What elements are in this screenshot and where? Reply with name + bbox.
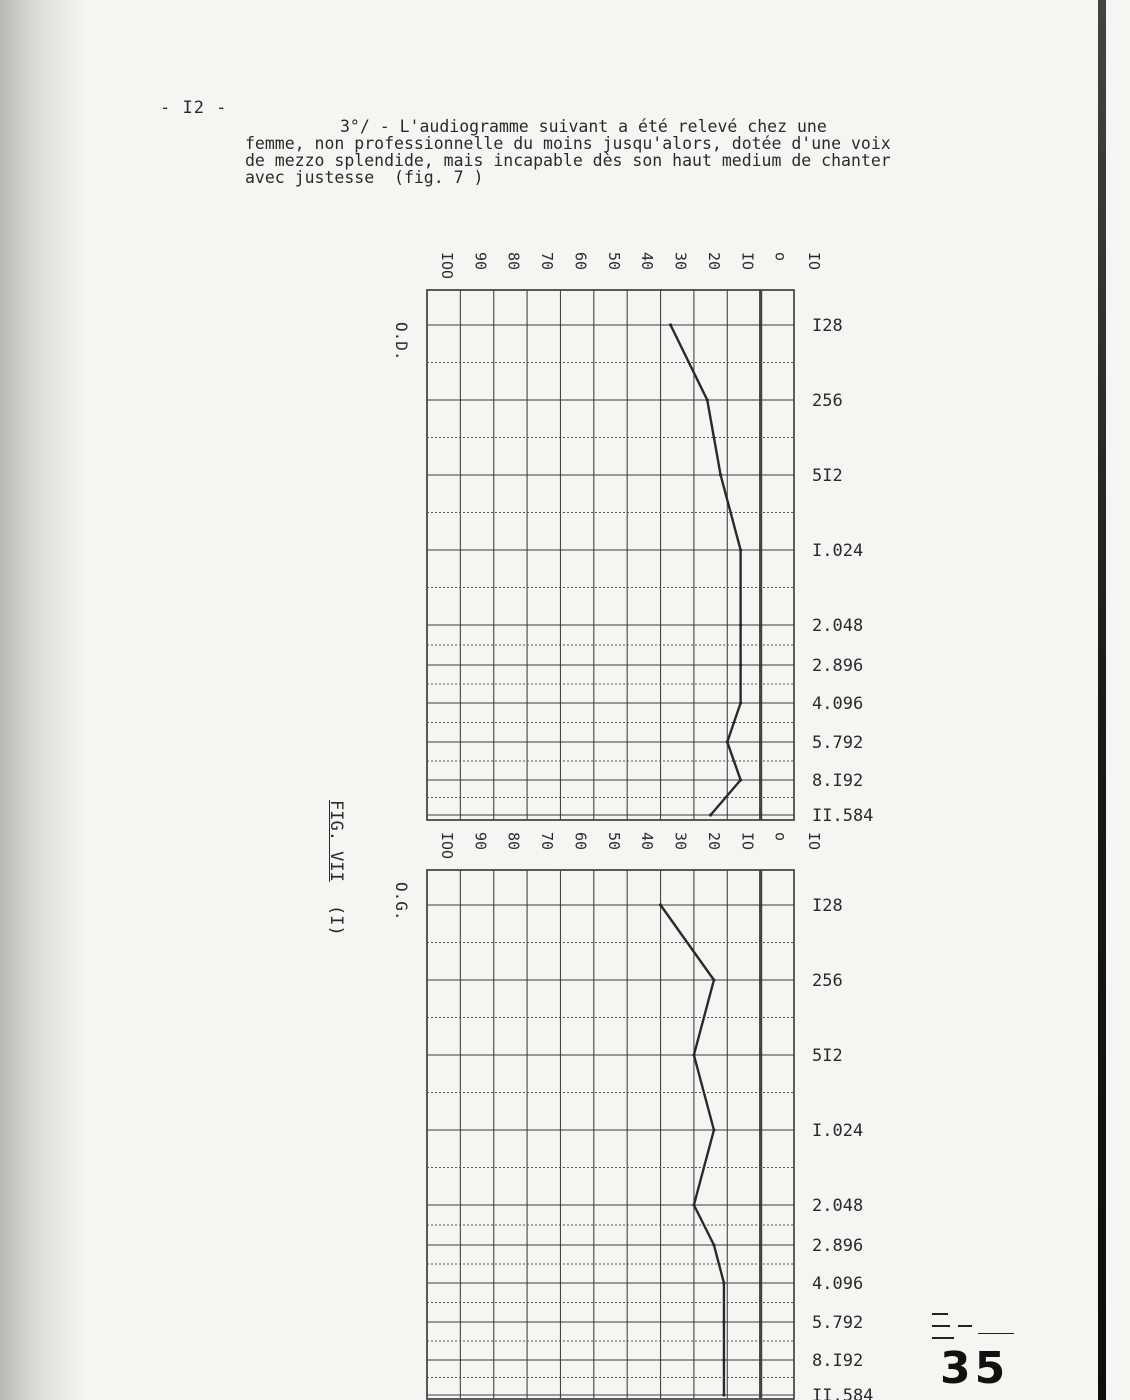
frequency-tick-label: 8.I92 (812, 1351, 864, 1371)
value-tick-label: IO (738, 832, 757, 851)
value-tick-label: 50 (604, 832, 623, 851)
value-tick-label: IO (805, 252, 823, 271)
data-point (669, 323, 672, 326)
data-point (719, 473, 722, 476)
value-tick-label: 40 (638, 832, 657, 851)
frequency-tick-label: 2.048 (812, 616, 864, 636)
page-number: - I2 - (160, 98, 228, 118)
frequency-tick-label: II.584 (812, 806, 874, 826)
data-point (692, 1203, 695, 1206)
value-tick-label: 90 (471, 252, 490, 271)
value-tick-label: 60 (571, 252, 590, 271)
frequency-tick-label: 4.096 (812, 694, 864, 714)
audiogram-right-ear (392, 252, 873, 826)
frequency-tick-label: 8.I92 (812, 771, 864, 791)
chart-title: O.G. (392, 882, 411, 921)
chart-title: O.D. (392, 322, 411, 361)
frequency-tick-label: I.024 (812, 541, 864, 561)
frequency-tick-label: 256 (812, 971, 843, 991)
intro-line: avec justesse (fig. 7 ) (245, 168, 484, 187)
intro-line: 3°/ - L'audiogramme suivant a été relevé chez une (340, 117, 827, 136)
series-segment (727, 742, 740, 780)
stamp-mark (978, 1333, 1014, 1334)
frequency-tick-label: 2.896 (812, 1236, 864, 1256)
frequency-tick-label: II.584 (812, 1386, 874, 1400)
value-tick-label: 40 (638, 252, 657, 271)
value-tick-label: 70 (538, 252, 557, 271)
figure-sublabel: (I) (326, 905, 346, 936)
data-point (739, 548, 742, 551)
data-point (739, 663, 742, 666)
stamp-mark (958, 1325, 972, 1327)
data-point (722, 1358, 725, 1361)
value-tick-label: 20 (704, 252, 723, 271)
frequency-tick-label: 2.048 (812, 1196, 864, 1216)
frequency-tick-label: I28 (812, 316, 843, 336)
chart-frame (427, 870, 794, 1399)
data-point (709, 813, 712, 816)
series-segment (707, 400, 720, 475)
data-point (712, 1243, 715, 1246)
value-tick-label: IO (805, 832, 823, 851)
frequency-tick-label: I.024 (812, 1121, 864, 1141)
frequency-tick-label: 5I2 (812, 1046, 843, 1066)
data-point (739, 623, 742, 626)
frequency-tick-label: I28 (812, 896, 843, 916)
value-tick-label: 30 (671, 252, 690, 271)
data-point (739, 778, 742, 781)
intro-line: femme, non professionnelle du moins jusqu'alors, dotée d'une voix (245, 134, 891, 153)
data-point (739, 701, 742, 704)
value-tick-label: 30 (671, 832, 690, 851)
value-tick-label: 80 (504, 252, 523, 271)
stamp-mark (932, 1313, 948, 1315)
audiogram-left-ear (392, 832, 873, 1400)
value-tick-label: 20 (704, 832, 723, 851)
frequency-tick-label: 5I2 (812, 466, 843, 486)
stamp-number: 35 (940, 1343, 1010, 1394)
data-point (692, 1053, 695, 1056)
frequency-tick-label: 2.896 (812, 656, 864, 676)
page-stamp (918, 1305, 1028, 1395)
intro-line: de mezzo splendide, mais incapable dès son haut medium de chanter (245, 151, 891, 170)
value-tick-label: 60 (571, 832, 590, 851)
data-point (712, 1128, 715, 1131)
value-tick-label: IOO (438, 252, 456, 280)
stamp-mark (932, 1325, 950, 1327)
frequency-tick-label: 5.792 (812, 1313, 864, 1333)
value-tick-label: 70 (538, 832, 557, 851)
data-point (706, 398, 709, 401)
value-tick-label: o (771, 832, 790, 842)
data-point (659, 903, 662, 906)
value-tick-label: 80 (504, 832, 523, 851)
frequency-tick-label: 4.096 (812, 1274, 864, 1294)
value-tick-label: 90 (471, 832, 490, 851)
frequency-tick-label: 5.792 (812, 733, 864, 753)
data-point (712, 978, 715, 981)
data-point (722, 1393, 725, 1396)
value-tick-label: 50 (604, 252, 623, 271)
series-segment (727, 703, 740, 742)
data-point (722, 1320, 725, 1323)
value-tick-label: IOO (438, 832, 456, 860)
chart-frame (427, 290, 794, 820)
data-point (722, 1281, 725, 1284)
stamp-mark (932, 1337, 954, 1339)
frequency-tick-label: 256 (812, 391, 843, 411)
figure-label: FIG. VII (326, 800, 346, 882)
value-tick-label: IO (738, 252, 757, 271)
data-point (726, 740, 729, 743)
value-tick-label: o (771, 252, 790, 262)
